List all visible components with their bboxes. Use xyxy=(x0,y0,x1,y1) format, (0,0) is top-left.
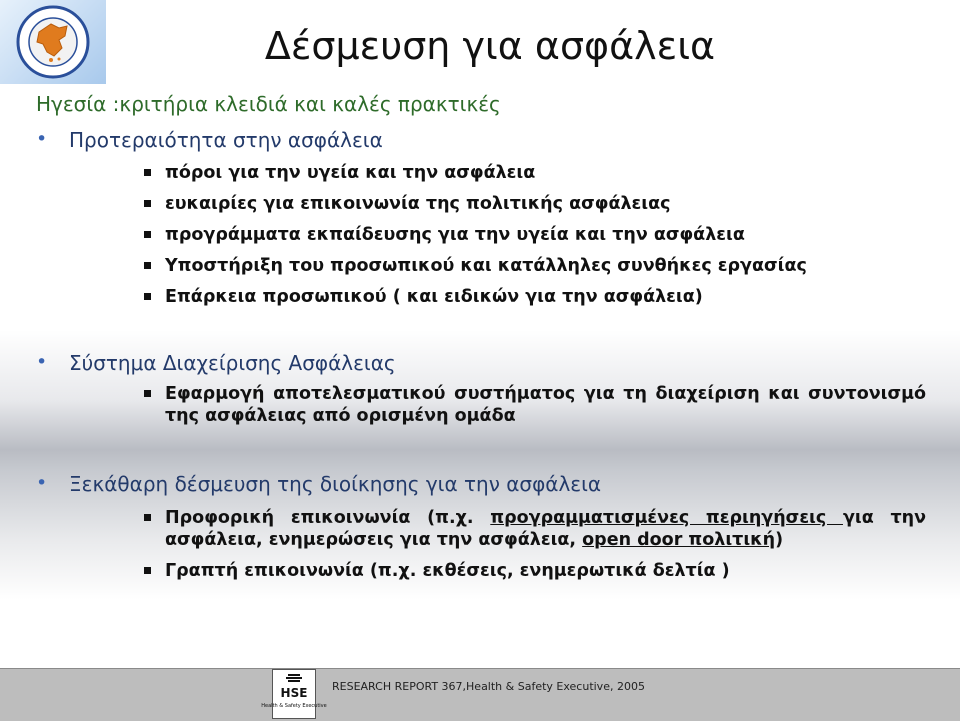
list-item: Εφαρμογή αποτελεσματικού συστήματος για τη διαχείριση και συντονισμό της ασφάλειας από ορισμένη ομάδα xyxy=(69,383,926,427)
underlined-text: προγραμματισμένες περιηγήσεις xyxy=(490,508,843,528)
hse-logo-icon xyxy=(261,671,327,717)
list-item: Γραπτή επικοινωνία (π.χ. εκθέσεις, ενημερωτικά δελτία ) xyxy=(69,560,926,582)
content-list xyxy=(36,128,926,582)
list-item: πόροι για την υγεία και την ασφάλεια xyxy=(69,162,926,184)
sub-list xyxy=(69,507,926,582)
list-item: Υποστήριξη του προσωπικού και κατάλληλες συνθήκες εργασίας xyxy=(69,255,926,277)
section-management-commitment xyxy=(36,472,926,582)
list-item: Προφορική επικοινωνία (π.χ. προγραμματισμένες περιηγήσεις για την ασφάλεια, ενημερώσεις για την ασφάλεια, open door πολιτική) xyxy=(69,507,926,551)
list-item: ευκαιρίες για επικοινωνία της πολιτικής ασφάλειας xyxy=(69,193,926,215)
section-heading: Ξεκάθαρη δέσμευση της διοίκησης για την ασφάλεια xyxy=(69,472,602,496)
section-heading: Σύστημα Διαχείρισης Ασφάλειας xyxy=(69,351,396,375)
page-subtitle: Ηγεσία :κριτήρια κλειδιά και καλές πρακτικές xyxy=(36,92,501,116)
page-title: Δέσμευση για ασφάλεια xyxy=(264,24,716,68)
underlined-text: open door πολιτική xyxy=(582,530,776,550)
svg-text:HSE: HSE xyxy=(280,686,308,700)
section-safety-management-system xyxy=(36,351,926,427)
research-report-reference: RESEARCH REPORT 367,Health & Safety Executive, 2005 xyxy=(332,680,645,693)
sub-list xyxy=(69,383,926,427)
svg-text:Health & Safety Executive: Health & Safety Executive xyxy=(261,703,327,709)
society-seal-icon xyxy=(7,2,99,82)
section-heading: Προτεραιότητα στην ασφάλεια xyxy=(69,128,383,152)
footer-bar xyxy=(0,668,960,721)
hse-logo xyxy=(261,669,327,719)
list-item: Επάρκεια προσωπικού ( και ειδικών για την ασφάλεια) xyxy=(69,286,926,308)
list-item: προγράμματα εκπαίδευσης για την υγεία και την ασφάλεια xyxy=(69,224,926,246)
society-logo xyxy=(0,0,106,84)
sub-list xyxy=(69,162,926,308)
section-safety-priority xyxy=(36,128,926,308)
